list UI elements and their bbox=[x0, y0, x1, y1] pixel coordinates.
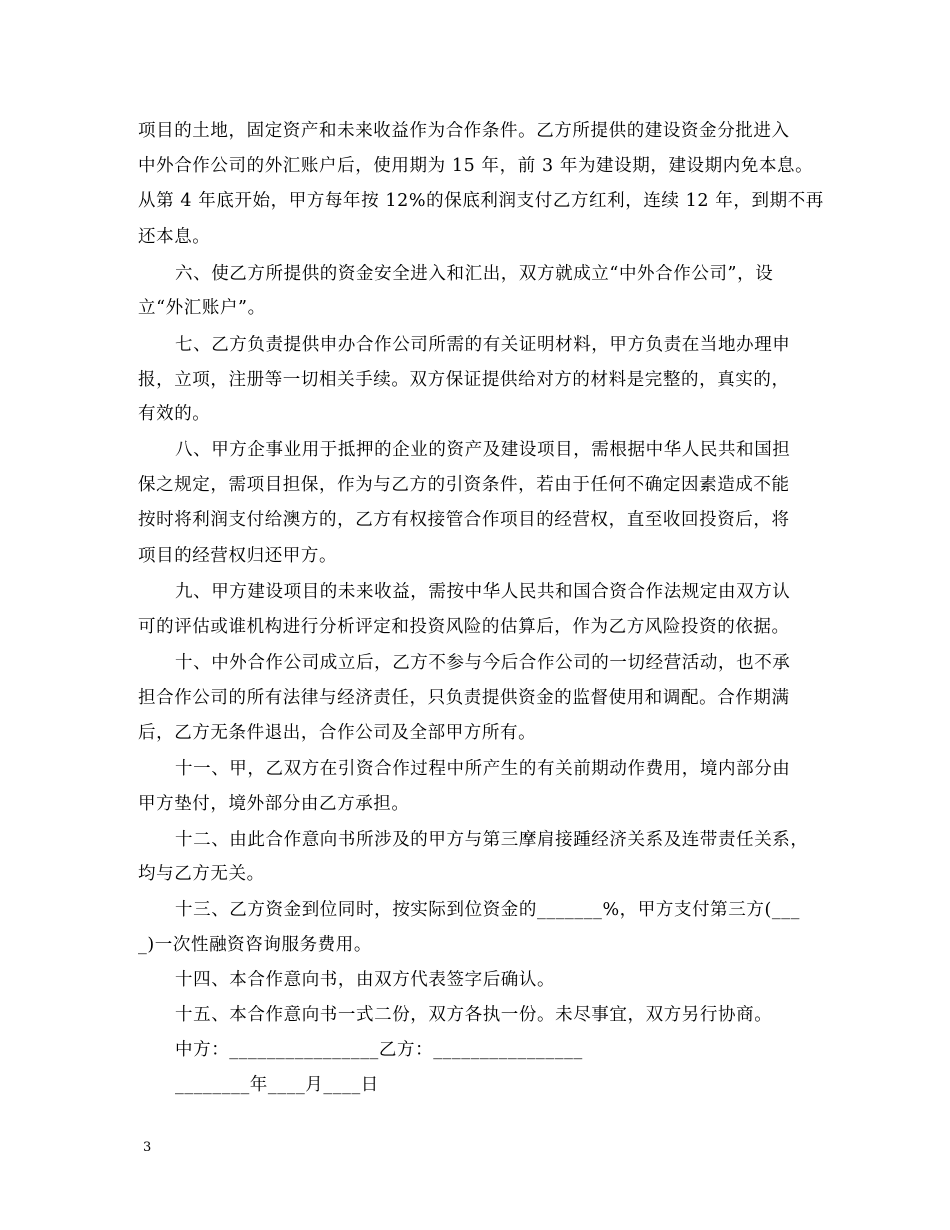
body-line-3: 从第 4 年底开始，甲方每年按 12%的保底利润支付乙方红利，连续 12 年，到期不再 bbox=[138, 191, 824, 211]
clause-12-line-2: 均与乙方无关。 bbox=[138, 864, 265, 884]
clause-10-line-2: 担合作公司的所有法律与经济责任，只负责提供资金的监督使用和调配。合作期满 bbox=[138, 688, 790, 708]
page-number: 3 bbox=[143, 1140, 152, 1155]
clause-7-line-3: 有效的。 bbox=[138, 404, 211, 424]
clause-8-line-4: 项目的经营权归还甲方。 bbox=[138, 546, 338, 566]
clause-8-line-2: 保之规定，需项目担保，作为与乙方的引资条件，若由于任何不确定因素造成不能 bbox=[138, 475, 790, 495]
clause-10-line-3: 后，乙方无条件退出，合作公司及全部甲方所有。 bbox=[138, 723, 537, 743]
clause-7-line-1: 七、乙方负责提供申办合作公司所需的有关证明材料，甲方负责在当地办理申 bbox=[175, 335, 791, 355]
signature-line: 中方：________________乙方：________________ bbox=[175, 1040, 583, 1060]
clause-11-line-1: 十一、甲，乙双方在引资合作过程中所产生的有关前期动作费用，境内部分由 bbox=[175, 759, 791, 779]
clause-8-line-1: 八、甲方企事业用于抵押的企业的资产及建设项目，需根据中华人民共和国担 bbox=[175, 440, 791, 460]
clause-7-line-2: 报，立项，注册等一切相关手续。双方保证提供给对方的材料是完整的，真实的， bbox=[138, 370, 790, 390]
clause-10-line-1: 十、中外合作公司成立后，乙方不参与今后合作公司的一切经营活动，也不承 bbox=[175, 653, 791, 673]
clause-13-line-1: 十三、乙方资金到位同时，按实际到位资金的_______%，甲方支付第三方(___ bbox=[175, 900, 800, 920]
body-line-2: 中外合作公司的外汇账户后，使用期为 15 年，前 3 年为建设期，建设期内免本息。 bbox=[138, 156, 814, 176]
clause-9-line-2: 可的评估或谁机构进行分析评定和投资风险的估算后，作为乙方风险投资的依据。 bbox=[138, 617, 790, 637]
body-line-1: 项目的土地，固定资产和未来收益作为合作条件。乙方所提供的建设资金分批进入 bbox=[138, 121, 790, 141]
clause-8-line-3: 按时将利润支付给澳方的，乙方有权接管合作项目的经营权，直至收回投资后，将 bbox=[138, 510, 790, 530]
date-line: ________年____月____日 bbox=[175, 1075, 379, 1095]
body-line-4: 还本息。 bbox=[138, 227, 211, 247]
clause-11-line-2: 甲方垫付，境外部分由乙方承担。 bbox=[138, 794, 410, 814]
clause-6-line-1: 六、使乙方所提供的资金安全进入和汇出，双方就成立“中外合作公司”，设 bbox=[175, 264, 774, 284]
clause-9-line-1: 九、甲方建设项目的未来收益，需按中华人民共和国合资合作法规定由双方认 bbox=[175, 582, 791, 602]
clause-13-line-2: _)一次性融资咨询服务费用。 bbox=[138, 935, 372, 955]
clause-6-line-2: 立“外汇账户”。 bbox=[138, 298, 266, 318]
clause-15-line: 十五、本合作意向书一式二份，双方各执一份。未尽事宜，双方另行协商。 bbox=[175, 1005, 773, 1025]
clause-12-line-1: 十二、由此合作意向书所涉及的甲方与第三摩肩接踵经济关系及连带责任关系， bbox=[175, 830, 809, 850]
clause-14-line: 十四、本合作意向书，由双方代表签字后确认。 bbox=[175, 970, 556, 990]
